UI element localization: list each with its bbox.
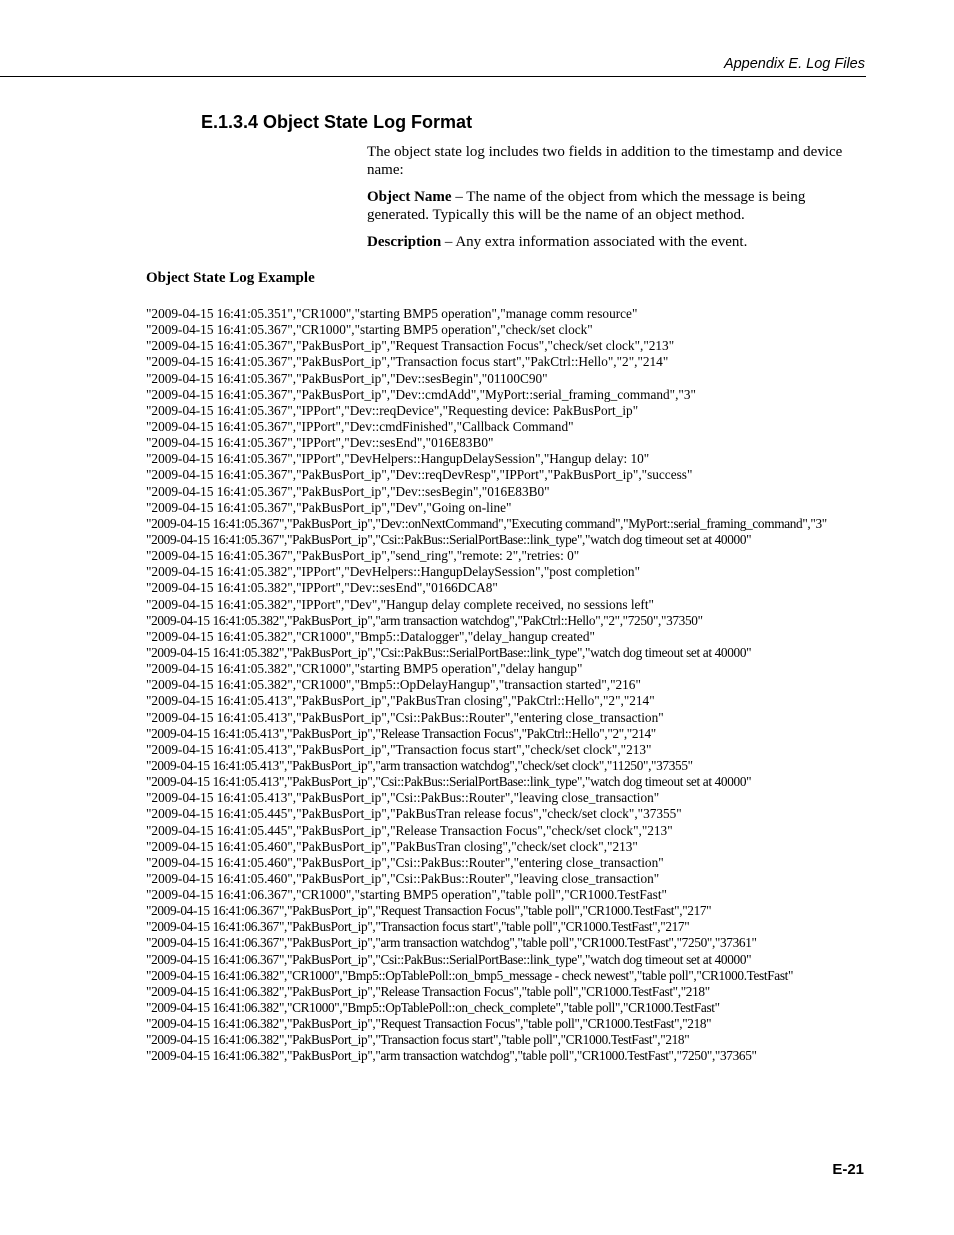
example-heading: Object State Log Example <box>146 270 315 286</box>
log-line: "2009-04-15 16:41:05.367","PakBusPort_ip","Csi::PakBus::SerialPortBase::link_type","watch dog timeout set at 40000" <box>146 531 752 547</box>
field-description: – The name of the object from which the message is being generated. Typically this will be the name of an object method. <box>367 189 806 223</box>
log-line: "2009-04-15 16:41:05.382","PakBusPort_ip","Csi::PakBus::SerialPortBase::link_type","watch dog timeout set at 40000" <box>146 644 752 660</box>
log-line: "2009-04-15 16:41:06.367","PakBusPort_ip","Request Transaction Focus","table poll","CR1000.TestFast","217" <box>146 903 712 919</box>
header-divider <box>0 76 866 77</box>
log-line: "2009-04-15 16:41:05.382","IPPort","Dev::sesEnd","0166DCA8" <box>146 580 498 596</box>
log-line: "2009-04-15 16:41:05.413","PakBusPort_ip","PakBusTran closing","PakCtrl::Hello","2","214" <box>146 693 655 709</box>
section-body <box>367 143 867 260</box>
log-line: "2009-04-15 16:41:05.413","PakBusPort_ip","Csi::PakBus::Router","entering close_transaction" <box>146 709 664 725</box>
log-example <box>146 306 886 1065</box>
log-line: "2009-04-15 16:41:05.382","CR1000","Bmp5::Datalogger","delay_hangup created" <box>146 628 595 644</box>
log-line: "2009-04-15 16:41:05.460","PakBusPort_ip","Csi::PakBus::Router","leaving close_transaction" <box>146 870 660 886</box>
log-line: "2009-04-15 16:41:05.413","PakBusPort_ip","Csi::PakBus::SerialPortBase::link_type","watch dog timeout set at 40000" <box>146 774 752 790</box>
log-line: "2009-04-15 16:41:05.367","PakBusPort_ip","Dev::sesBegin","016E83B0" <box>146 483 550 499</box>
log-line: "2009-04-15 16:41:05.382","PakBusPort_ip","arm transaction watchdog","PakCtrl::Hello","2","7250","37350" <box>146 612 703 628</box>
log-line: "2009-04-15 16:41:05.367","IPPort","Dev::cmdFinished","Callback Command" <box>146 418 574 434</box>
log-line: "2009-04-15 16:41:06.382","PakBusPort_ip","arm transaction watchdog","table poll","CR1000.TestFast","7250","37365" <box>146 1048 757 1064</box>
log-line: "2009-04-15 16:41:05.460","PakBusPort_ip","PakBusTran closing","check/set clock","213" <box>146 838 638 854</box>
running-header: Appendix E. Log Files <box>723 56 865 72</box>
log-line: "2009-04-15 16:41:05.382","IPPort","Dev","Hangup delay complete received, no sessions left" <box>146 596 654 612</box>
log-line: "2009-04-15 16:41:05.367","IPPort","Dev::sesEnd","016E83B0" <box>146 435 494 451</box>
log-line: "2009-04-15 16:41:05.367","PakBusPort_ip","Dev","Going on-line" <box>146 499 512 515</box>
field-object-name <box>367 188 867 224</box>
log-line: "2009-04-15 16:41:05.445","PakBusPort_ip","Release Transaction Focus","check/set clock","213" <box>146 822 673 838</box>
field-term: Description <box>367 234 442 250</box>
log-line: "2009-04-15 16:41:05.413","PakBusPort_ip","arm transaction watchdog","check/set clock","11250","37355" <box>146 757 693 773</box>
log-line: "2009-04-15 16:41:05.382","CR1000","starting BMP5 operation","delay hangup" <box>146 661 583 677</box>
log-line: "2009-04-15 16:41:05.367","CR1000","starting BMP5 operation","check/set clock" <box>146 322 593 338</box>
field-term: Object Name <box>367 189 452 205</box>
log-line: "2009-04-15 16:41:05.460","PakBusPort_ip","Csi::PakBus::Router","entering close_transaction" <box>146 854 664 870</box>
log-line: "2009-04-15 16:41:06.382","PakBusPort_ip","Release Transaction Focus","table poll","CR1000.TestFast","218" <box>146 983 710 999</box>
log-line: "2009-04-15 16:41:05.367","IPPort","DevHelpers::HangupDelaySession","Hangup delay: 10" <box>146 451 650 467</box>
log-line: "2009-04-15 16:41:05.445","PakBusPort_ip","PakBusTran release focus","check/set clock","37355" <box>146 806 682 822</box>
log-line: "2009-04-15 16:41:06.382","CR1000","Bmp5::OpTablePoll::on_bmp5_message - check newest","table poll","CR1000.TestFast" <box>146 967 794 983</box>
log-line: "2009-04-15 16:41:05.367","PakBusPort_ip","Dev::cmdAdd","MyPort::serial_framing_command","3" <box>146 386 696 402</box>
page-number: E-21 <box>832 1161 864 1178</box>
log-line: "2009-04-15 16:41:05.382","CR1000","Bmp5::OpDelayHangup","transaction started","216" <box>146 677 641 693</box>
log-line: "2009-04-15 16:41:05.351","CR1000","starting BMP5 operation","manage comm resource" <box>146 306 638 321</box>
log-line: "2009-04-15 16:41:05.413","PakBusPort_ip","Csi::PakBus::Router","leaving close_transaction" <box>146 790 660 806</box>
intro-paragraph: The object state log includes two fields in addition to the timestamp and device name: <box>367 144 843 178</box>
log-line: "2009-04-15 16:41:05.367","PakBusPort_ip","Request Transaction Focus","check/set clock","213" <box>146 338 675 354</box>
log-line: "2009-04-15 16:41:05.382","IPPort","DevHelpers::HangupDelaySession","post completion" <box>146 564 640 580</box>
log-line: "2009-04-15 16:41:06.382","PakBusPort_ip","Transaction focus start","table poll","CR1000.TestFast","218" <box>146 1032 690 1048</box>
log-line: "2009-04-15 16:41:05.367","PakBusPort_ip","Dev::reqDevResp","IPPort","PakBusPort_ip","success" <box>146 467 693 483</box>
log-line: "2009-04-15 16:41:06.367","PakBusPort_ip","arm transaction watchdog","table poll","CR1000.TestFast","7250","37361" <box>146 935 757 951</box>
log-line: "2009-04-15 16:41:06.367","CR1000","starting BMP5 operation","table poll","CR1000.TestFast" <box>146 887 667 903</box>
log-line: "2009-04-15 16:41:06.382","CR1000","Bmp5::OpTablePoll::on_check_complete","table poll","CR1000.TestFast" <box>146 1000 720 1016</box>
log-line: "2009-04-15 16:41:05.367","IPPort","Dev::reqDevice","Requesting device: PakBusPort_ip" <box>146 402 639 418</box>
log-line: "2009-04-15 16:41:05.367","PakBusPort_ip","Dev::sesBegin","01100C90" <box>146 370 548 386</box>
field-description: – Any extra information associated with the event. <box>441 234 748 250</box>
log-line: "2009-04-15 16:41:06.367","PakBusPort_ip","Csi::PakBus::SerialPortBase::link_type","watch dog timeout set at 40000" <box>146 951 752 967</box>
section-title: E.1.3.4 Object State Log Format <box>201 112 473 132</box>
log-line: "2009-04-15 16:41:05.367","PakBusPort_ip","Transaction focus start","PakCtrl::Hello","2","214" <box>146 354 669 370</box>
log-line: "2009-04-15 16:41:05.367","PakBusPort_ip","send_ring","remote: 2","retries: 0" <box>146 548 580 564</box>
log-line: "2009-04-15 16:41:05.367","PakBusPort_ip","Dev::onNextCommand","Executing command","MyPort::serial_framing_command","3" <box>146 515 827 531</box>
log-line: "2009-04-15 16:41:06.367","PakBusPort_ip","Transaction focus start","table poll","CR1000.TestFast","217" <box>146 919 690 935</box>
log-line: "2009-04-15 16:41:05.413","PakBusPort_ip","Release Transaction Focus","PakCtrl::Hello","2","214" <box>146 725 656 741</box>
log-line: "2009-04-15 16:41:05.413","PakBusPort_ip","Transaction focus start","check/set clock","213" <box>146 741 652 757</box>
log-line: "2009-04-15 16:41:06.382","PakBusPort_ip","Request Transaction Focus","table poll","CR1000.TestFast","218" <box>146 1016 712 1032</box>
field-description-entry <box>367 233 867 251</box>
